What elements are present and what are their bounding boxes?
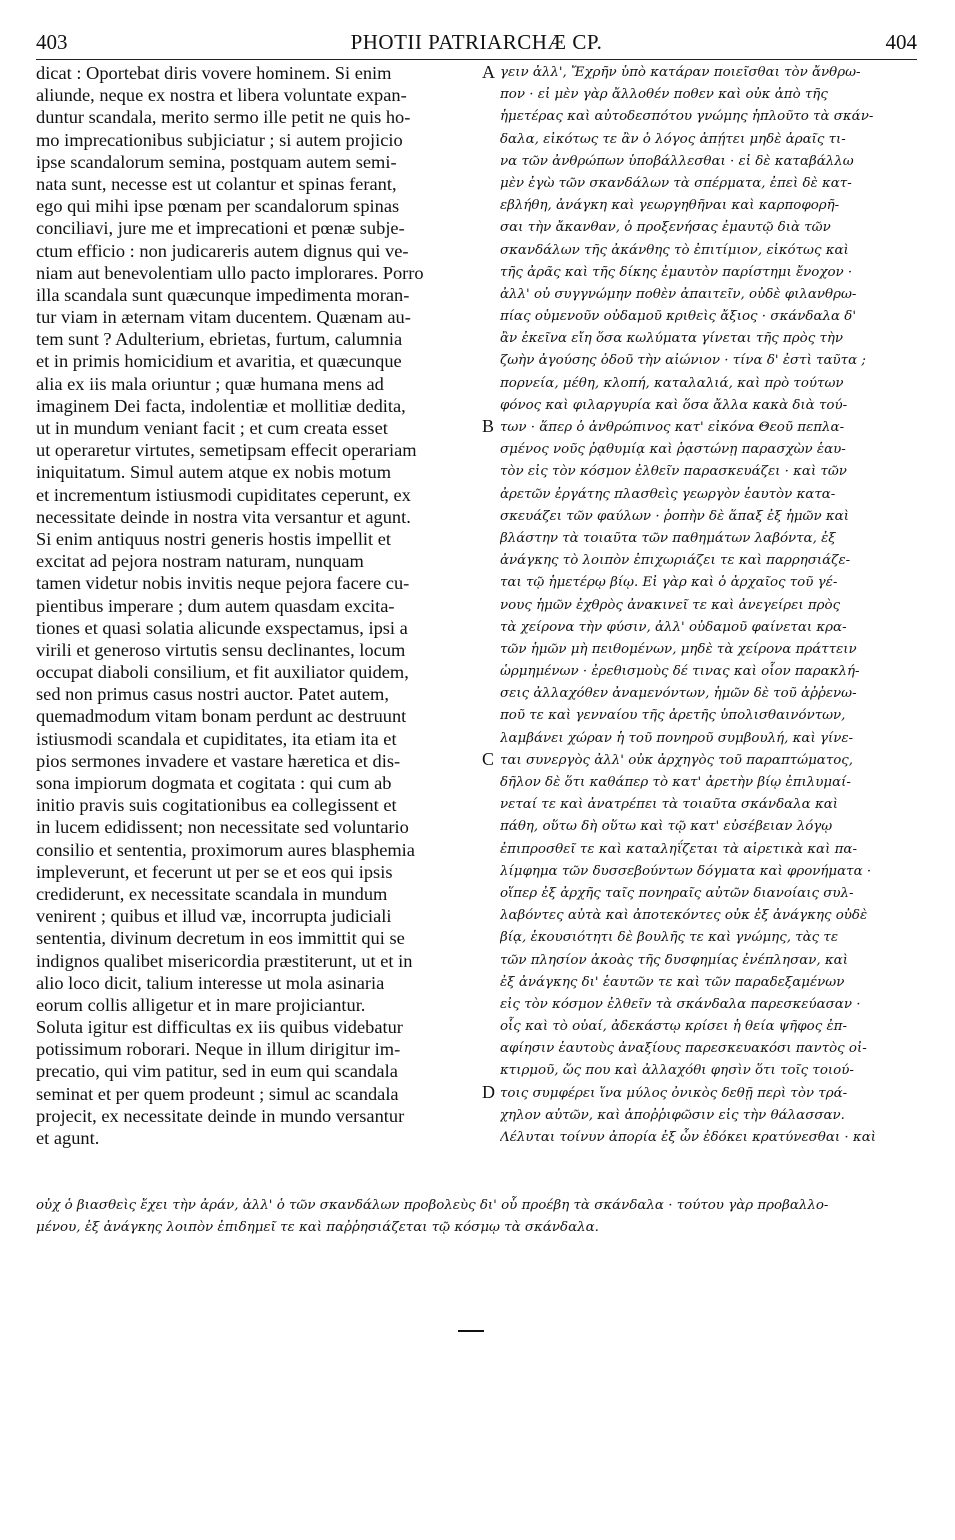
greek-text-line: αφίησιν ἑαυτοὺς ἀναξίους παρεσκευακόσι παντὸς οἰ- (500, 1041, 867, 1057)
latin-text-line: crediderunt, ex necessitate scandala in mundum (36, 883, 388, 904)
greek-text-line: νους ἡμῶν ἐχθρὸς ἀνακινεῖ τε καὶ ἀνεγείρει πρὸς (500, 597, 841, 613)
greek-full-width-text (36, 1195, 916, 1239)
latin-text-line: sed non primus casus nostri auctor. Patet autem, (36, 684, 389, 705)
latin-text-line: necessitate deinde in nostra vita versantur et agunt. (36, 506, 411, 527)
greek-text-line: δαλα, εἰκότως τε ἂν ὁ λόγος ἀπῄτει μηδὲ ἀραῖς τι- (500, 131, 846, 147)
latin-text-line: conciliavi, jure me et imprecationi et pœnæ subje- (36, 218, 405, 239)
greek-text-line: φόνος καὶ φιλαργυρία καὶ ὅσα ἄλλα κακὰ διὰ τού- (500, 397, 848, 413)
latin-text-line: sententia, divinum decretum in eos immittit qui se (36, 928, 405, 949)
greek-text-line: σκευάζει τῶν φαύλων · ῥοπὴν δὲ ἅπαξ ἐξ ἡμῶν καὶ (500, 508, 849, 524)
header-rule (36, 59, 917, 60)
marker-a: A (482, 62, 495, 82)
greek-text-line: σμένος νοῦς ῥᾳθυμίᾳ καὶ ῥᾳστώνῃ παρασχὼν ἑαυ- (500, 442, 846, 458)
latin-text-line: impleverunt, et fecerunt ut per se et eos qui ipsis (36, 861, 393, 882)
page-header (36, 30, 917, 58)
latin-text-line: et in primis homicidium et avaritia, et quæcunque (36, 351, 402, 372)
latin-text-line: istiusmodi scandala et cupiditates, ita etiam ita et (36, 728, 397, 749)
greek-text-line: τῶν ἡμῶν μὴ πειθομένων, μηδὲ τὰ χείρονα πράττειν (500, 641, 857, 657)
greek-text-line: τὰ χείρονα τὴν φύσιν, ἀλλ' οὐδαμοῦ φαίνεται κρα- (500, 619, 847, 635)
greek-text-line: ἐξ ἀνάγκης δι' ἑαυτῶν τε καὶ τῶν παραδεξαμένων (500, 974, 845, 990)
latin-column (36, 62, 484, 1149)
latin-text-line: indignos qualibet misericordia præstiterunt, ut et in (36, 950, 413, 971)
latin-text-line: pientibus imperare ; dum autem quasdam excita- (36, 595, 395, 616)
greek-text-line: πον · εἰ μὲν γὰρ ἄλλοθέν ποθεν καὶ οὐκ ἀπὸ τῆς (500, 87, 828, 103)
latin-text-line: consilio et sententia, proximorum aures blasphemia (36, 839, 415, 860)
greek-text-line: νεταί τε καὶ ἀνατρέπει τὰ τοιαῦτα σκάνδαλα καὶ (500, 797, 839, 813)
latin-text-line: tiones et quasi solatia alicunde exspectamus, ipsi a (36, 617, 408, 638)
greek-text-line: εβλήθη, ἀνάγκη καὶ γεωργηθῆναι καὶ καρποφορῆ- (500, 198, 840, 214)
greek-text-line: σαι τὴν ἄκανθαν, ὁ προξενήσας ἐμαυτῷ διὰ τῶν (500, 220, 831, 236)
greek-text-line: δῆλον δὲ ὅτι καθάπερ τὸ κατ' ἀρετὴν βίῳ ἐπιλυμαί- (500, 775, 851, 790)
latin-text-line: potissimum roborari. Neque in illum dirigitur im- (36, 1039, 401, 1060)
greek-text-line: βίᾳ, ἑκουσιότητι δὲ βουλῆς τε καὶ γνώμης, τὰς τε (500, 930, 839, 946)
latin-text-line: precatio, qui vim patitur, sed in eum qui scandala (36, 1061, 398, 1082)
latin-text-line: alio loco dicit, talium interesse ut mola asinaria (36, 972, 385, 993)
greek-text-line: ἡμετέρας καὶ αὐτοδεσπότου γνώμης ἡπλοῦτο τὰ σκάν- (500, 109, 874, 125)
greek-text-line: εἰς τὸν κόσμον ἐλθεῖν τὰ σκάνδαλα παρεσκεύασαν · (500, 996, 861, 1012)
latin-text-line: quemadmodum vitam bonam perdunt ac destruunt (36, 706, 407, 727)
latin-text-line: seminat et per quem prodeunt ; simul ac scandala (36, 1083, 399, 1104)
latin-text-line: pios sermones invadere et vastare hæretica et dis- (36, 750, 401, 771)
greek-text-line: λίμφημα τῶν δυσσεβούντων δόγματα καὶ φρονήματα · (500, 863, 872, 879)
greek-text-line: πίας οὑμενοῦν οὐδαμοῦ κριθεὶς ἄξιος · σκάνδαλα δ' (500, 309, 857, 325)
latin-text-line: imaginem Dei facta, indolentiæ et mollitiæ dedita, (36, 395, 406, 416)
greek-text-line: να τῶν ἀνθρώπων ὑποβάλλεσθαι · εἰ δὲ καταβάλλω (500, 153, 854, 169)
latin-text-line: in lucem edidissent; non necessitate sed voluntario (36, 817, 409, 838)
greek-text-line: ἀρετῶν ἐργάτης πλασθεὶς γεωργὸν ἑαυτὸν κατα- (500, 486, 836, 502)
greek-full-line: μένου, ἐξ ἀνάγκης λοιπὸν ἐπιδημεῖ τε καὶ παῤῥησιάζεται τῷ κόσμῳ τὰ σκάνδαλα. (36, 1220, 599, 1235)
greek-text-line: ἂν ἐκεῖνα εἴη ὅσα κωλύματα γίνεται τῆς πρὸς τὴν (500, 331, 844, 347)
latin-text-line: ipse scandalorum semina, postquam autem semi- (36, 151, 397, 172)
latin-text-line: et incrementum istiusmodi cupiditates ceperunt, ex (36, 484, 411, 505)
greek-text-line: πορνεία, μέθη, κλοπή, καταλαλιά, καὶ πρὸ τούτων (500, 375, 844, 391)
latin-text-line: duntur scandala, merito sermo ille petit ne quis ho- (36, 107, 411, 128)
greek-column (500, 62, 918, 1149)
greek-text-line: πάθη, οὕτω δὴ οὕτω καὶ τῷ κατ' εὐσέβειαν λόγῳ (500, 819, 833, 835)
latin-text-line: tur viam in æternam vitam ducentem. Quænam au- (36, 307, 411, 328)
greek-text-line: γειν ἀλλ', Ἔχρῆν ὑπὸ κατάραν ποιεῖσθαι τὸν ἄνθρω- (500, 65, 861, 80)
greek-text-line: Λέλυται τοίνυν ἀπορία ἐξ ὧν ἐδόκει κρατύνεσθαι · καὶ (500, 1130, 876, 1145)
end-dash (458, 1330, 484, 1332)
greek-text-line: ἀλλ' οὐ συγγνώμην ποθὲν ἀπαιτεῖν, οὐδὲ φιλανθρω- (500, 286, 857, 302)
greek-text-line: τὸν εἰς τὸν κόσμον ἐλθεῖν παρασκευάζει · καὶ τῶν (500, 464, 847, 480)
running-title: PHOTII PATRIARCHÆ CP. (350, 30, 603, 54)
latin-text-line: niam aut benevolentiam ullo pacto implorares. Porro (36, 262, 424, 283)
greek-text-line: ται συνεργὸς ἀλλ' οὐκ ἀρχηγὸς τοῦ παραπτώματος, (500, 752, 854, 768)
marker-d: D (482, 1082, 495, 1102)
latin-text-line: ego qui mihi ipse pœnam per scandalorum spinas (36, 196, 400, 217)
greek-text-line: κτιρμοῦ, ὥς που καὶ ἀλλαχόθι φησὶν ὅτι τοῖς τοιού- (500, 1063, 854, 1079)
greek-text-line: τῆς ἀρᾶς καὶ τῆς δίκης ἐμαυτὸν παρίστημι ἔνοχον · (500, 264, 853, 280)
latin-text-line: nata sunt, necesse est ut colantur et spinas ferant, (36, 173, 397, 194)
greek-text-line: σκανδάλων τῆς ἀκάνθης τὸ ἐπιτίμιον, εἰκότως καὶ (500, 242, 849, 258)
greek-full-line: οὐχ ὁ βιασθεὶς ἔχει τὴν ἀράν, ἀλλ' ὁ τῶν σκανδάλων προβολεὺς δι' οὗ προέβη τὰ σκάνδαλα · τούτου γὰρ προβαλλο- (36, 1198, 829, 1213)
latin-text-line: tem sunt ? Adulterium, ebrietas, furtum, calumnia (36, 329, 403, 350)
page-number-left: 403 (36, 30, 68, 54)
latin-text-line: alia ex iis mala oriuntur ; quæ humana mens ad (36, 373, 384, 394)
greek-text-line: των · ἅπερ ὁ ἀνθρώπινος κατ' εἰκόνα Θεοῦ πεπλα- (500, 420, 845, 435)
page-number-right: 404 (885, 30, 917, 54)
greek-text-line: ὡρμημένων · ἐρεθισμοὺς δέ τινας καὶ οἷον παρακλή- (500, 664, 860, 680)
latin-text-line: iniquitatum. Simul autem atque ex nobis motum (36, 462, 392, 483)
latin-text-line: ut in mundum veniant facit ; et cum creata esset (36, 418, 388, 438)
latin-text-line: initio pravis suis cogitationibus ea collegissent et (36, 795, 397, 816)
latin-text-line: Si enim antiquus nostri generis hostis impellit et (36, 528, 392, 549)
greek-text-line: οἵπερ ἐξ ἀρχῆς ταῖς πονηραῖς αὐτῶν διανοίαις συλ- (500, 885, 854, 901)
latin-text-line: eorum collis alligetur et in mare projiciantur. (36, 994, 366, 1015)
latin-text-line: sona impiorum dogmata et cogitata : qui cum ab (36, 773, 392, 793)
greek-text-line: λαβόντες αὐτὰ καὶ ἀποτεκόντες οὐκ ἐξ ἀνάγκης οὐδὲ (500, 908, 868, 924)
latin-text-line: ut operaretur virtutes, semetipsam effecit operariam (36, 440, 417, 461)
latin-text-line: Soluta igitur est difficultas ex iis quibus videbatur (36, 1017, 403, 1038)
greek-text-line: σεις ἀλλαχόθεν ἀναμενόντων, ἡμῶν δὲ τοῦ ἀῤῥενω- (500, 686, 857, 702)
latin-text-line: ctum efficio : non judicareris autem dignus qui ve- (36, 240, 409, 261)
greek-text-line: ἐπιπροσθεῖ τε καὶ καταληΐζεται τὰ αἱρετικὰ καὶ πα- (500, 841, 857, 857)
marker-b: B (482, 416, 495, 436)
latin-text-line: venirent ; quibus et illud væ, incorrupta judiciali (36, 906, 392, 927)
latin-text-line: virili et generoso virtutis sensu declinantes, locum (36, 639, 406, 660)
marker-c: C (482, 749, 495, 769)
greek-text-line: ζωὴν ἀγούσης ὁδοῦ τὴν αἰώνιον · τίνα δ' ἐστὶ ταῦτα ; (500, 353, 866, 369)
greek-text-line: τῶν πλησίον ἀκοὰς τῆς δυσφημίας ἐνέπλησαν, καὶ (500, 952, 848, 968)
greek-text-line: ἀνάγκης τὸ λοιπὸν ἐπιχωριάζει τε καὶ παρρησιάζε- (500, 553, 851, 569)
greek-text-line: οἷς καὶ τὸ οὐαί, ἀδεκάστῳ κρίσει ἡ θεία ψῆφος ἐπ- (500, 1019, 848, 1035)
greek-text-line: τοις συμφέρει ἵνα μύλος ὀνικὸς δεθῇ περὶ τὸν τρά- (500, 1085, 848, 1101)
latin-text-line: illa scandala sunt quæcunque impedimenta moran- (36, 284, 410, 305)
latin-text-line: occupat diaboli consilium, et fit auxiliator quidem, (36, 662, 409, 683)
latin-text-line: excitat ad pejora nostram naturam, nunquam (36, 551, 364, 572)
latin-text-line: dicat : Oportebat diris vovere hominem. Si enim (36, 63, 392, 83)
latin-text-line: et agunt. (36, 1128, 100, 1148)
greek-text-line: χηλον αὐτῶν, καὶ ἀποῤῥιφῶσιν εἰς τὴν θάλασσαν. (500, 1107, 845, 1123)
latin-text-line: mo imprecationibus subjiciatur ; si autem projicio (36, 129, 403, 150)
latin-text-line: tamen videtur nobis invitis neque pejora facere cu- (36, 573, 410, 594)
greek-text-line: λαμβάνει χώραν ἡ τοῦ πονηροῦ συμβουλή, καὶ γίνε- (500, 730, 854, 746)
greek-text-line: βλάστην τὰ τοιαῦτα τῶν παθημάτων λαβόντα, ἐξ (500, 530, 836, 546)
margin-markers (480, 62, 500, 1192)
greek-text-line: ποῦ τε καὶ γενναίου τῆς ἀρετῆς ὑπολισθαινόντων, (500, 708, 846, 724)
greek-text-line: μὲν ἐγὼ τῶν σκανδάλων τὰ σπέρματα, ἐπεὶ δὲ κατ- (500, 175, 852, 191)
latin-text-line: aliunde, neque ex nostra et libera voluntate expan- (36, 85, 407, 106)
greek-text-line: ται τῷ ἡμετέρῳ βίῳ. Εἰ γὰρ καὶ ὁ ἀρχαῖος τοῦ γέ- (500, 575, 838, 591)
latin-text-line: projecit, ex necessitate deinde in mundo versantur (36, 1105, 405, 1126)
